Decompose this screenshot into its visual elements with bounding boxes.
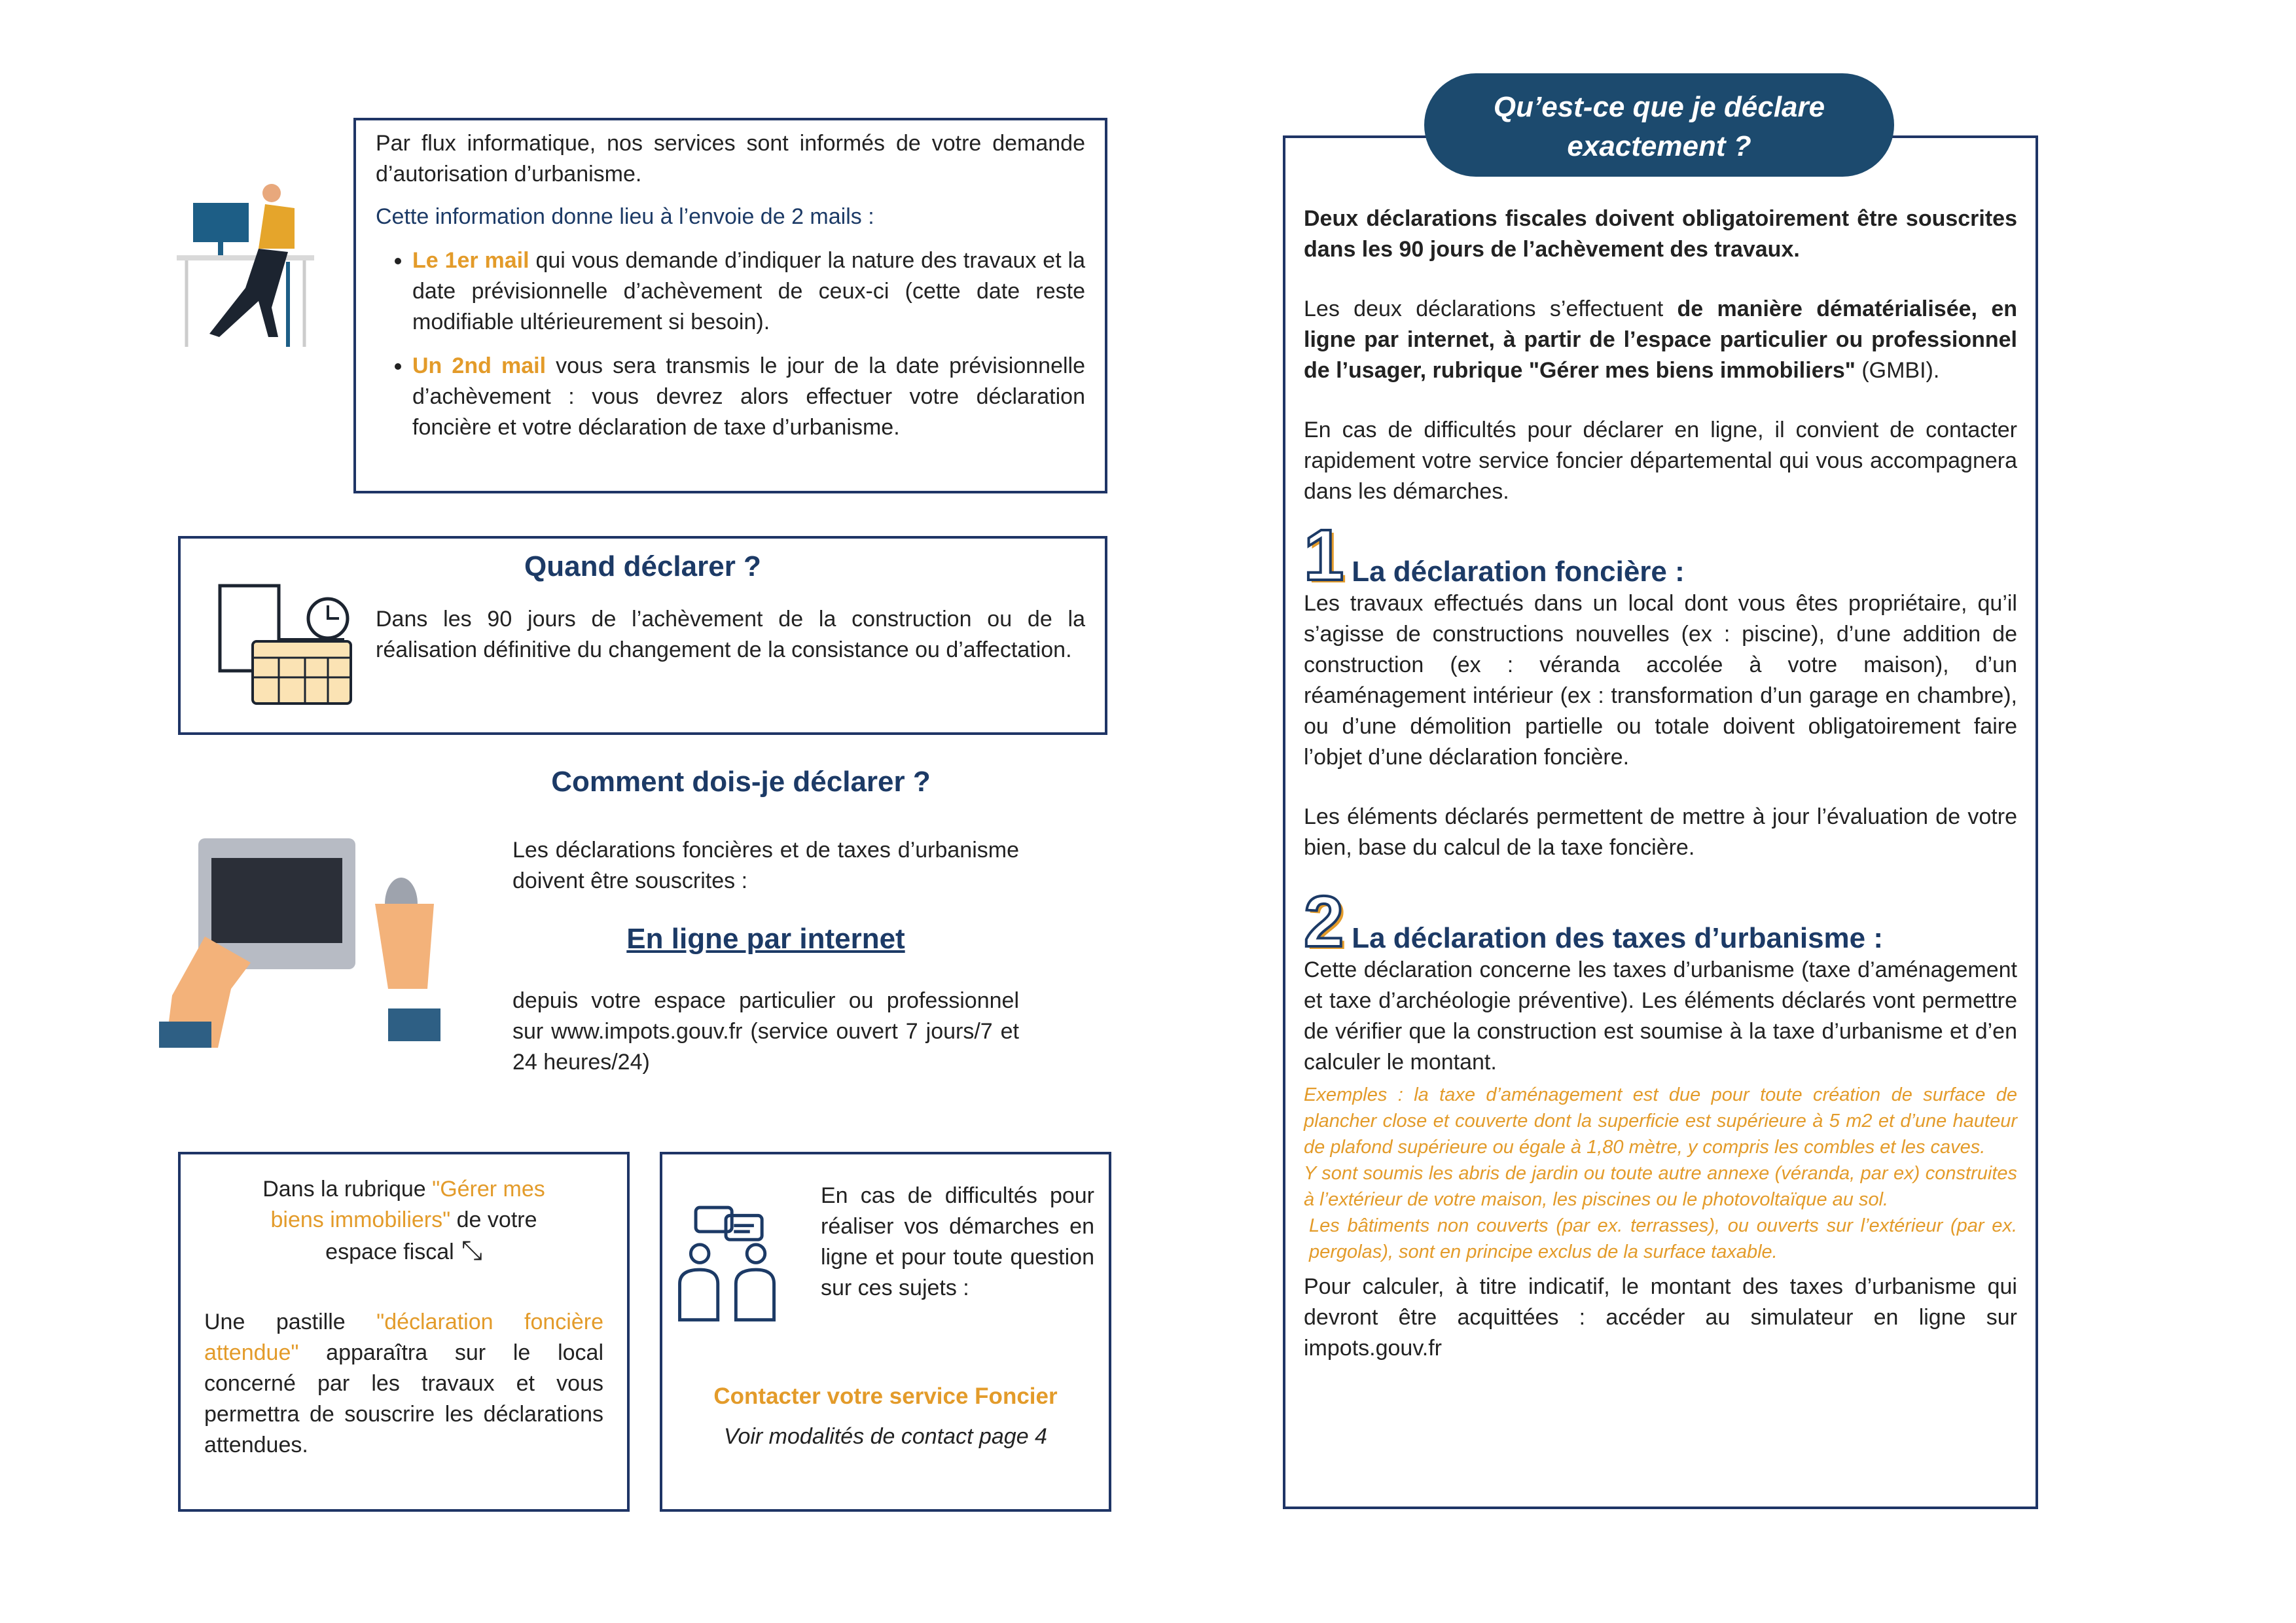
number-1: 1 xyxy=(1304,515,1344,596)
when-title: Quand déclarer ? xyxy=(524,550,761,582)
section-1-text-2: Les éléments déclarés permettent de mettre à jour l’évaluation de votre bien, base du calcul de la taxe foncière. xyxy=(1304,804,2017,860)
laptop-hands-illustration xyxy=(159,832,444,1048)
gmbi-box xyxy=(178,1152,630,1512)
section-1-heading: 1 La déclaration foncière : xyxy=(1304,515,1685,596)
mail-item-1: • Le 1er mail qui vous demande d’indiquer la nature des travaux et la date prévisionnelle d’achèvement de ceux-ci (cette date reste modifiable ultérieurement si besoin). xyxy=(412,245,1085,338)
cursor-click-icon: ⤡ xyxy=(454,1236,482,1265)
example-3: Les bâtiments non couverts (par ex. terrasses), ou ouverts sur l’extérieur (par ex. pergolas), sont en principe exclus de la surface taxable. xyxy=(1309,1215,2017,1262)
contact-service-link[interactable]: Contacter votre service Foncier xyxy=(713,1383,1058,1409)
mail-info-box xyxy=(353,118,1107,493)
example-1: Exemples : la taxe d’aménagement est due pour toute création de surface de plancher close et couverte dont la superficie est supérieure à 5 m2 et d’une hauteur de plafond supérieure ou égale à 1,80 mètre, y compris les combles et les caves. xyxy=(1304,1084,2017,1158)
right-intro: Deux déclarations fiscales doivent obligatoirement être souscrites dans les 90 jours de l’achèvement des travaux. xyxy=(1304,206,2017,262)
how-title: Comment dois-je déclarer ? xyxy=(551,766,931,798)
people-chat-icon xyxy=(675,1204,806,1328)
right-difficulty-text: En cas de difficultés pour déclarer en ligne, il convient de contacter rapidement votre service foncier départemental qui vous accompagnera dans les démarches. xyxy=(1304,418,2017,504)
section-1-text: Les travaux effectués dans un local dont vous êtes propriétaire, qu’il s’agisse de constructions nouvelles (ex : piscine), d’une addition de construction (ex : véranda accolée à votre maison), d’un réaménagement intérieur (ex : transformation d’un garage en chambre), ou d’une démolition partielle ou totale doivent obligatoirement faire l’objet d’une déclaration foncière. xyxy=(1304,591,2017,770)
how-intro: Les déclarations foncières et de taxes d’urbanisme doivent être souscrites : xyxy=(512,838,1019,893)
when-text: Dans les 90 jours de l’achèvement de la construction ou de la réalisation définitive du changement de la consistance ou d’affectation. xyxy=(376,607,1085,662)
number-2: 2 xyxy=(1304,882,1344,962)
how-details: depuis votre espace particulier ou professionnel sur www.impots.gouv.fr (service ouvert 7 jours/7 et 24 heures/24) xyxy=(512,988,1019,1075)
mail-item-2: • Un 2nd mail vous sera transmis le jour de la date prévisionnelle d’achèvement : vous devrez alors effectuer votre déclaration foncière et votre déclaration de taxe d’urbanisme. xyxy=(412,351,1085,443)
contact-box xyxy=(660,1152,1111,1512)
online-link[interactable]: En ligne par internet xyxy=(626,923,905,955)
contact-text: En cas de difficultés pour réaliser vos démarches en ligne et pour toute question sur ces sujets : xyxy=(821,1183,1094,1300)
section-2-heading: 2 La déclaration des taxes d’urbanisme : xyxy=(1304,882,1884,962)
right-online-text: Les deux déclarations s’effectuent de manière dématérialisée, en ligne par internet, à partir de l’espace particulier ou professionnel de l’usager, rubrique "Gérer mes biens immobiliers" (GMBI). xyxy=(1304,296,2017,383)
gmbi-rubrique-text: Dans la rubrique "Gérer mes biens immobiliers" de votre espace fiscal ⤡ xyxy=(262,1177,545,1265)
what-to-declare-box xyxy=(1283,135,2038,1509)
mail-subtitle: Cette information donne lieu à l’envoie de 2 mails : xyxy=(376,204,874,229)
gmbi-pastille-text: Une pastille "déclaration foncière attendue" apparaîtra sur le local concerné par les travaux et vous permettra de souscrire les déclarations attendues. xyxy=(204,1310,603,1457)
title-line-1: Qu’est-ce que je déclare xyxy=(1493,91,1825,123)
title-line-2: exactement ? xyxy=(1567,130,1751,162)
mail-intro: Par flux informatique, nos services sont informés de votre demande d’autorisation d’urbanisme. xyxy=(376,131,1085,187)
when-box xyxy=(178,536,1107,735)
calendar-clock-icon xyxy=(213,579,357,710)
person-at-computer-illustration xyxy=(173,177,317,353)
section-2-simulator-text: Pour calculer, à titre indicatif, le montant des taxes d’urbanisme qui devront être acquittées : accéder au simulateur en ligne sur impots.gouv.fr xyxy=(1304,1274,2017,1361)
title-pill xyxy=(1424,73,1894,177)
example-2: Y sont soumis les abris de jardin ou toute autre annexe (véranda, par ex) construites à l’extérieur de votre maison, les piscines ou le photovoltaïque au sol. xyxy=(1304,1163,2017,1210)
section-2-text: Cette déclaration concerne les taxes d’urbanisme (taxe d’aménagement et taxe d’archéologie préventive). Les éléments déclarés vont permettre de vérifier que la construction est soumise à la taxe d’urbanisme et d’en calculer le montant. xyxy=(1304,957,2017,1075)
contact-note: Voir modalités de contact page 4 xyxy=(724,1424,1047,1449)
